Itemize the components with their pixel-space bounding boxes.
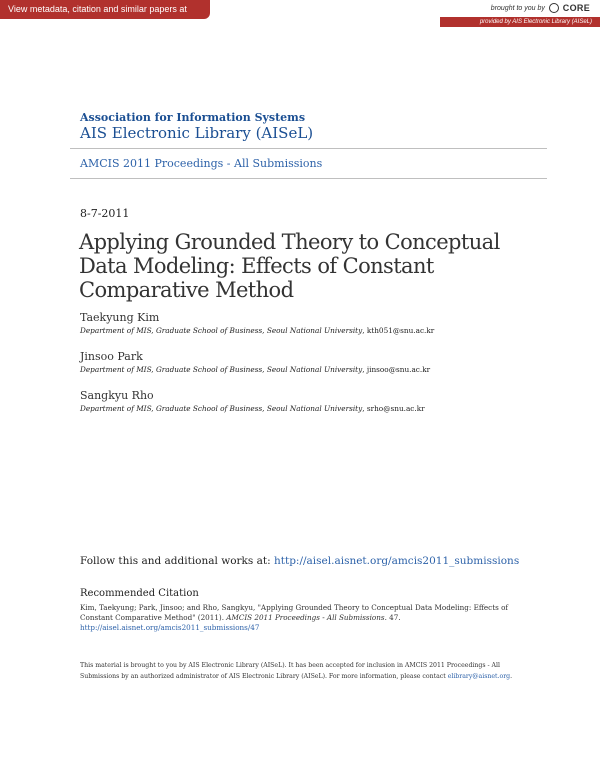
author-name: Jinsoo Park [80, 350, 143, 363]
access-notice: This material is brought to you by AIS Electronic Library (AISeL). It has been accepted for inclusion in AMCIS 2011 Proceedings - All Submissions by an authorized administrator of AIS Electronic Library (AISeL). For more information, please contact elibrary@aisnet.org. [80, 662, 513, 680]
author-name: Sangkyu Rho [80, 389, 154, 402]
follow-text: Follow this and additional works at: [80, 555, 274, 567]
follow-line [80, 555, 519, 567]
paper-title: Applying Grounded Theory to Conceptual Data Modeling: Effects of Constant Comparative Method [79, 230, 500, 302]
author-name: Taekyung Kim [80, 311, 160, 324]
author-entry [80, 350, 430, 375]
divider-bottom [70, 178, 547, 179]
citation-text: Kim, Taekyung; Park, Jinsoo; and Rho, Sangkyu, "Applying Grounded Theory to Conceptual Data Modeling: Effects of Constant Comparative Method" (2011). AMCIS 2011 Proceedings - All Submissions. 47. http://aisel.aisnet.org/amcis2011_submissions/47 [80, 603, 509, 632]
contact-email-link[interactable]: elibrary@aisnet.org [447, 673, 511, 680]
brought-to-you-text: brought to you by [490, 4, 545, 12]
author-entry [80, 311, 434, 336]
author-affiliation: Department of MIS, Graduate School of Business, Seoul National University, jinsoo@snu.ac.kr [80, 365, 431, 374]
core-metadata-text: View metadata, citation and similar papers at [8, 4, 187, 14]
repository-header[interactable] [80, 111, 313, 142]
divider-top [70, 148, 547, 149]
author-affiliation: Department of MIS, Graduate School of Business, Seoul National University, kth051@snu.ac.kr [80, 326, 435, 335]
author-affiliation: Department of MIS, Graduate School of Business, Seoul National University, srho@snu.ac.kr [80, 404, 425, 413]
core-metadata-banner[interactable] [0, 0, 210, 33]
author-entry [80, 389, 425, 414]
collection-link[interactable]: AMCIS 2011 Proceedings - All Submissions [80, 157, 323, 170]
recommended-heading: Recommended Citation [80, 588, 199, 599]
publication-date: 8-7-2011 [80, 207, 130, 220]
library-name[interactable]: AIS Electronic Library (AISeL) [80, 124, 314, 142]
core-banner [0, 0, 600, 33]
citation-link[interactable]: http://aisel.aisnet.org/amcis2011_submissions/47 [80, 623, 260, 632]
core-brand[interactable] [491, 3, 590, 13]
core-link[interactable]: core.ac.uk [8, 23, 50, 33]
core-provided-by: provided by AIS Electronic Library (AISeL) [440, 17, 600, 27]
org-name[interactable]: Association for Information Systems [80, 111, 306, 124]
core-logo-icon [549, 3, 559, 13]
follow-link[interactable]: http://aisel.aisnet.org/amcis2011_submissions [274, 555, 520, 567]
recommended-citation [80, 588, 520, 633]
core-logo-text: CORE [562, 3, 590, 13]
